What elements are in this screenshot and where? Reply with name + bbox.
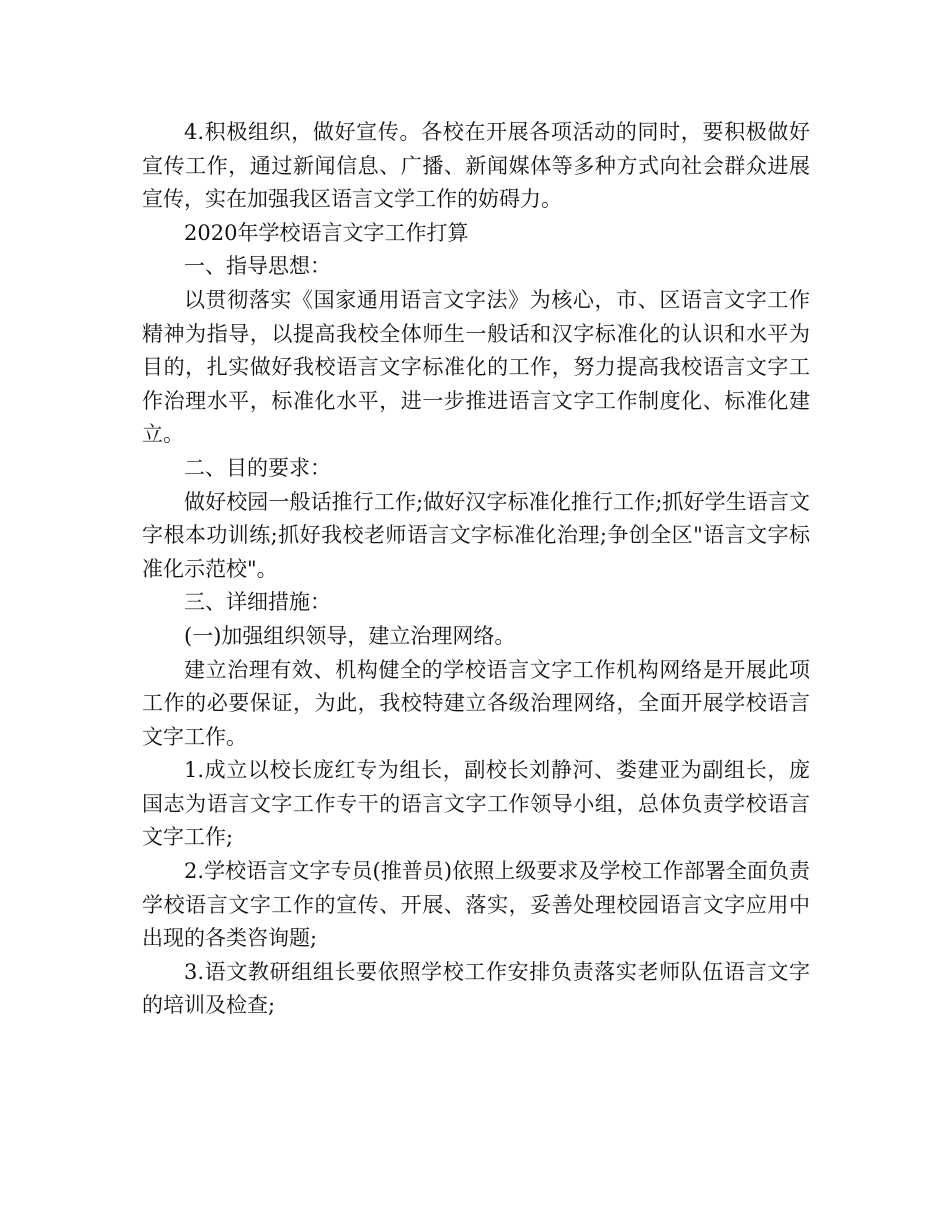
list-item-language-specialist: 2.学校语言文字专员(推普员)依照上级要求及学校工作部署全面负责学校语言文字工作的宣传、开展、落实，妥善处理校园语言文字应用中出现的各类咨询题;	[142, 859, 810, 951]
paragraph-goals: 做好校园一般话推行工作;做好汉字标准化推行工作;抓好学生语言文字根本功训练;抓好我校老师语言文字标准化治理;争创全区"语言文字标准化示范校"。	[142, 489, 810, 581]
paragraph-organization: 建立治理有效、机构健全的学校语言文字工作机构网络是开展此项工作的必要保证，为此，我校特建立各级治理网络，全面开展学校语言文字工作。	[142, 657, 810, 749]
list-item-leadership-group: 1.成立以校长庞红专为组长，副校长刘静河、娄建亚为副组长，庞国志为语言文字工作专干的语言文字工作领导小组，总体负责学校语言文字工作;	[142, 758, 810, 850]
paragraph-guiding-ideology: 以贯彻落实《国家通用语言文字法》为核心，市、区语言文字工作精神为指导，以提高我校全体师生一般话和汉字标准化的认识和水平为目的，扎实做好我校语言文字标准化的工作，努力提高我校语言文字工作治理水平，标准化水平，进一步推进语言文字工作制度化、标准化建立。	[142, 287, 810, 447]
heading-guiding-ideology: 一、指导思想：	[184, 254, 331, 279]
heading-goals: 二、目的要求：	[184, 455, 331, 480]
document-body	[142, 116, 810, 1023]
list-item-teaching-group: 3.语文教研组组长要依照学校工作安排负责落实老师队伍语言文字的培训及检查;	[142, 959, 810, 1018]
heading-measures: 三、详细措施：	[184, 590, 331, 615]
subheading-organization: (一)加强组织领导，建立治理网络。	[184, 623, 516, 648]
paragraph-publicity: 4.积极组织，做好宣传。各校在开展各项活动的同时，要积极做好宣传工作，通过新闻信息、广播、新闻媒体等多种方式向社会群众进展宣传，实在加强我区语言文学工作的妨碍力。	[142, 120, 810, 212]
section-title-plan: 2020年学校语言文字工作打算	[184, 220, 469, 245]
